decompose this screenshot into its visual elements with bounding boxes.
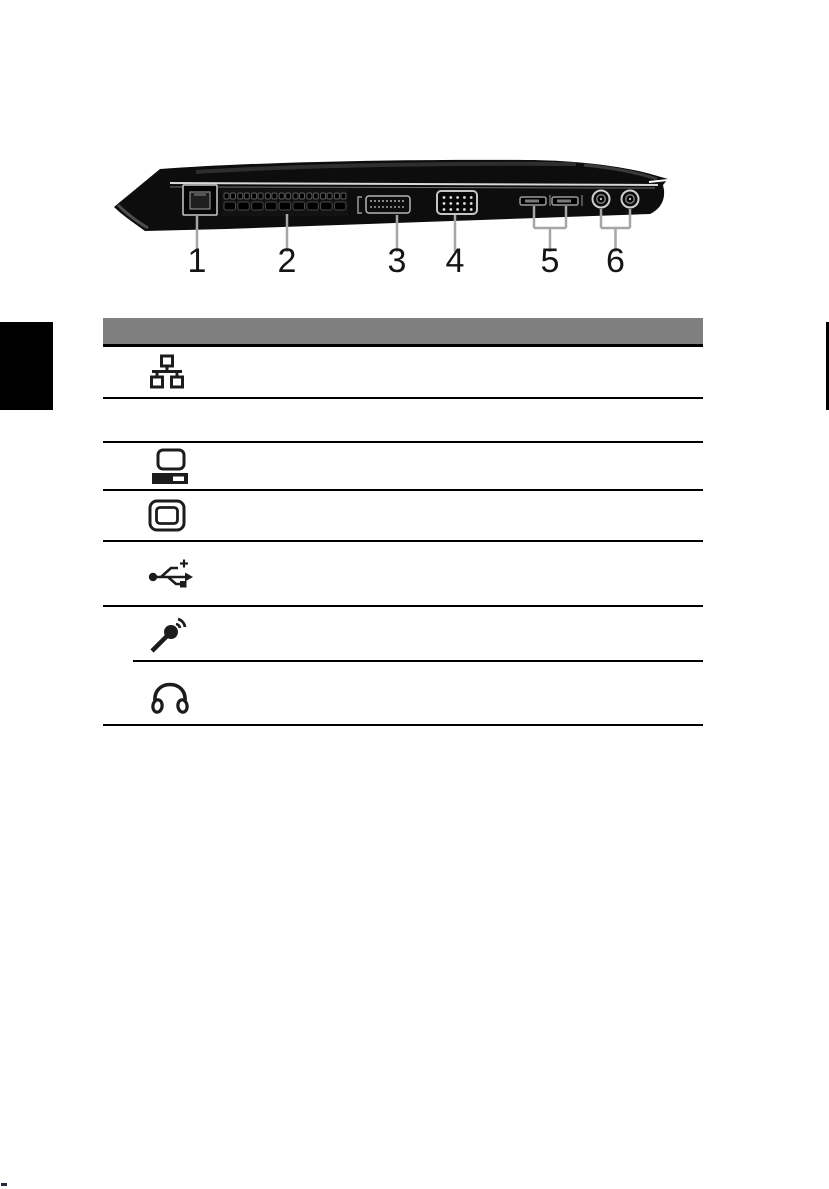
microphone-icon <box>148 616 188 654</box>
ethernet-network-icon <box>148 354 185 390</box>
callout-4: 4 <box>445 242 465 280</box>
callout-3: 3 <box>387 242 407 280</box>
vga-port <box>437 191 477 214</box>
page-corner-mark <box>1 1183 7 1186</box>
table-row <box>103 607 703 662</box>
laptop-left-view-illustration <box>106 143 672 288</box>
fan-vents <box>222 189 348 216</box>
callout-6: 6 <box>606 242 625 280</box>
callout-5: 5 <box>540 242 560 280</box>
page-edge-tab-left <box>0 322 53 410</box>
table-header-bar <box>103 318 703 347</box>
table-row <box>103 662 703 726</box>
table-row <box>103 443 703 491</box>
external-display-icon <box>148 499 186 532</box>
callout-1: 1 <box>187 242 207 280</box>
display-dock-icon <box>148 447 190 485</box>
callout-2: 2 <box>277 242 297 280</box>
table-row <box>103 399 703 443</box>
headphones-icon <box>148 671 192 716</box>
dock-connector <box>358 196 410 213</box>
usb-icon <box>148 558 194 590</box>
ports-table <box>103 318 703 726</box>
table-row <box>103 347 703 399</box>
table-row <box>103 542 703 607</box>
table-row <box>103 491 703 542</box>
ethernet-port <box>183 185 217 215</box>
